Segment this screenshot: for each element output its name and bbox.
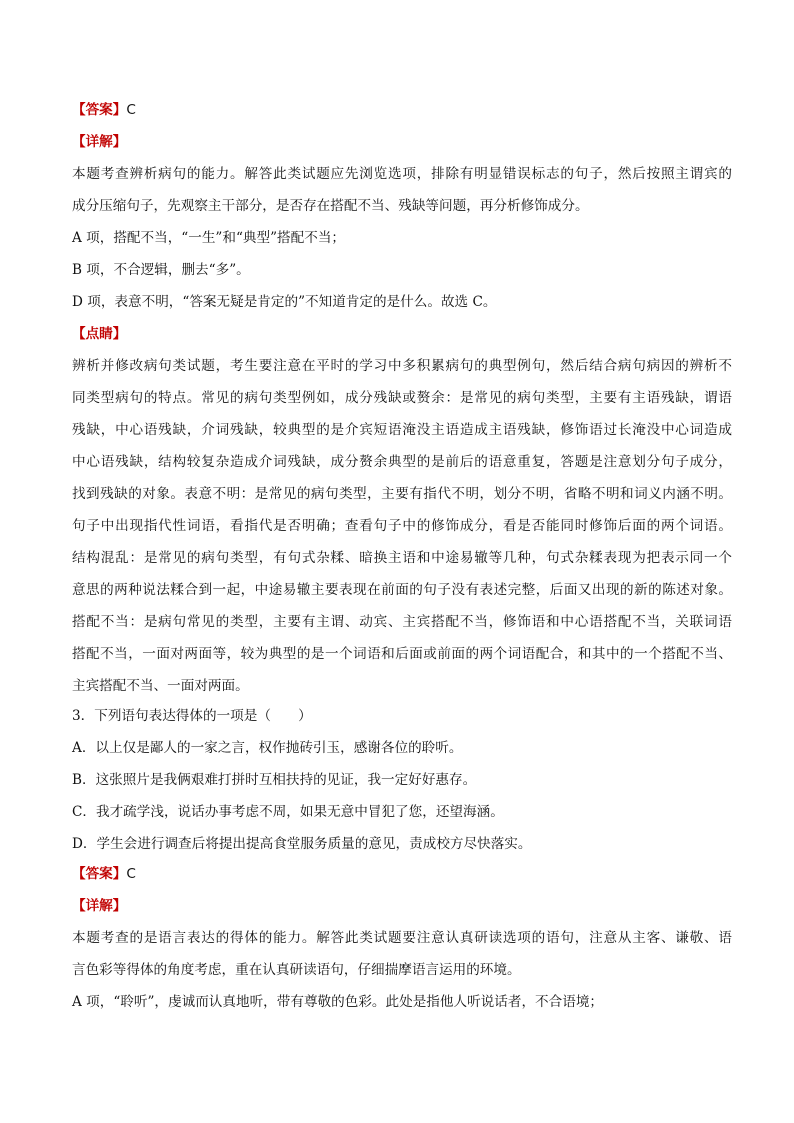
answer-line-1 [72, 100, 136, 120]
point-text-line: 主宾搭配不当、一面对两面。 [72, 678, 249, 694]
detail-text-line: 本题考查的是语言表达的得体的能力。解答此类试题要注意认真研读选项的语句，注意从主客、谦敬、语 [72, 930, 732, 946]
point-text-line: 中心语残缺，结构较复杂造成介词残缺，成分赘余典型的是前后的语意重复，答题是注意划分句子成分， [72, 454, 732, 470]
detail-text-line: A 项，“聆听”，虔诚而认真地听，带有尊敬的色彩。此处是指他人听说话者，不合语境； [72, 994, 604, 1010]
question-option: D．学生会进行调查后将提出提高食堂服务质量的意见，责成校方尽快落实。 [72, 836, 532, 852]
detail-text-line: D 项，表意不明，“答案无疑是肯定的”不知道肯定的是什么。故选 C。 [72, 294, 497, 310]
point-text-line: 同类型病句的特点。常见的病句类型例如，成分残缺或赘余：是常见的病句类型，主要有主语残缺，谓语 [72, 390, 732, 406]
detail-tag: 【详解】 [72, 134, 127, 150]
question-option: C．我才疏学浅，说话办事考虑不周，如果无意中冒犯了您，还望海涵。 [72, 804, 504, 820]
point-heading [72, 324, 126, 344]
answer-tag: 【答案】 [72, 102, 127, 118]
detail-text-line: 本题考查辨析病句的能力。解答此类试题应先浏览选项，排除有明显错误标志的句子，然后按照主谓宾的 [72, 166, 732, 182]
point-text-line: 搭配不当：是病句常见的类型，主要有主谓、动宾、主宾搭配不当，修饰语和中心语搭配不当，关联词语 [72, 614, 732, 630]
detail-text-line: B 项，不合逻辑，删去“多”。 [72, 262, 250, 278]
question-option: A．以上仅是鄙人的一家之言，权作抛砖引玉，感谢各位的聆听。 [72, 740, 463, 756]
detail-heading-1 [72, 132, 126, 152]
point-text-line: 结构混乱：是常见的病句类型，有句式杂糅、暗换主语和中途易辙等几种，句式杂糅表现为把表示同一个 [72, 550, 732, 566]
point-tag: 【点睛】 [72, 326, 127, 342]
detail-heading-3 [72, 896, 126, 916]
question-stem: 3．下列语句表达得体的一项是（ ） [72, 708, 312, 724]
answer-value: C [126, 866, 136, 882]
point-text-line: 意思的两种说法糅合到一起，中途易辙主要表现在前面的句子没有表述完整，后面又出现的新的陈述对象。 [72, 582, 732, 598]
answer-line-3 [72, 864, 136, 884]
answer-value: C [126, 102, 136, 118]
question-option: B．这张照片是我俩艰难打拼时互相扶持的见证，我一定好好惠存。 [72, 772, 477, 788]
detail-tag: 【详解】 [72, 898, 127, 914]
detail-text-line: A 项，搭配不当，“一生”和“典型”搭配不当； [72, 230, 346, 246]
detail-text-line: 言色彩等得体的角度考虑，重在认真研读语句，仔细揣摩语言运用的环境。 [72, 962, 521, 978]
point-text-line: 句子中出现指代性词语，看指代是否明确；查看句子中的修饰成分，看是否能同时修饰后面的两个词语。 [72, 518, 732, 534]
point-text-line: 残缺，中心语残缺，介词残缺，较典型的是介宾短语淹没主语造成主语残缺，修饰语过长淹没中心词造成 [72, 422, 732, 438]
point-text-line: 辨析并修改病句类试题，考生要注意在平时的学习中多积累病句的典型例句，然后结合病句病因的辨析不 [72, 358, 732, 374]
detail-text-line: 成分压缩句子，先观察主干部分，是否存在搭配不当、残缺等问题，再分析修饰成分。 [72, 198, 589, 214]
answer-tag: 【答案】 [72, 866, 127, 882]
point-text-line: 找到残缺的对象。表意不明：是常见的病句类型，主要有指代不明，划分不明，省略不明和词义内涵不明。 [72, 486, 732, 502]
point-text-line: 搭配不当，一面对两面等，较为典型的是一个词语和后面或前面的两个词语配合，和其中的一个搭配不当、 [72, 646, 732, 662]
